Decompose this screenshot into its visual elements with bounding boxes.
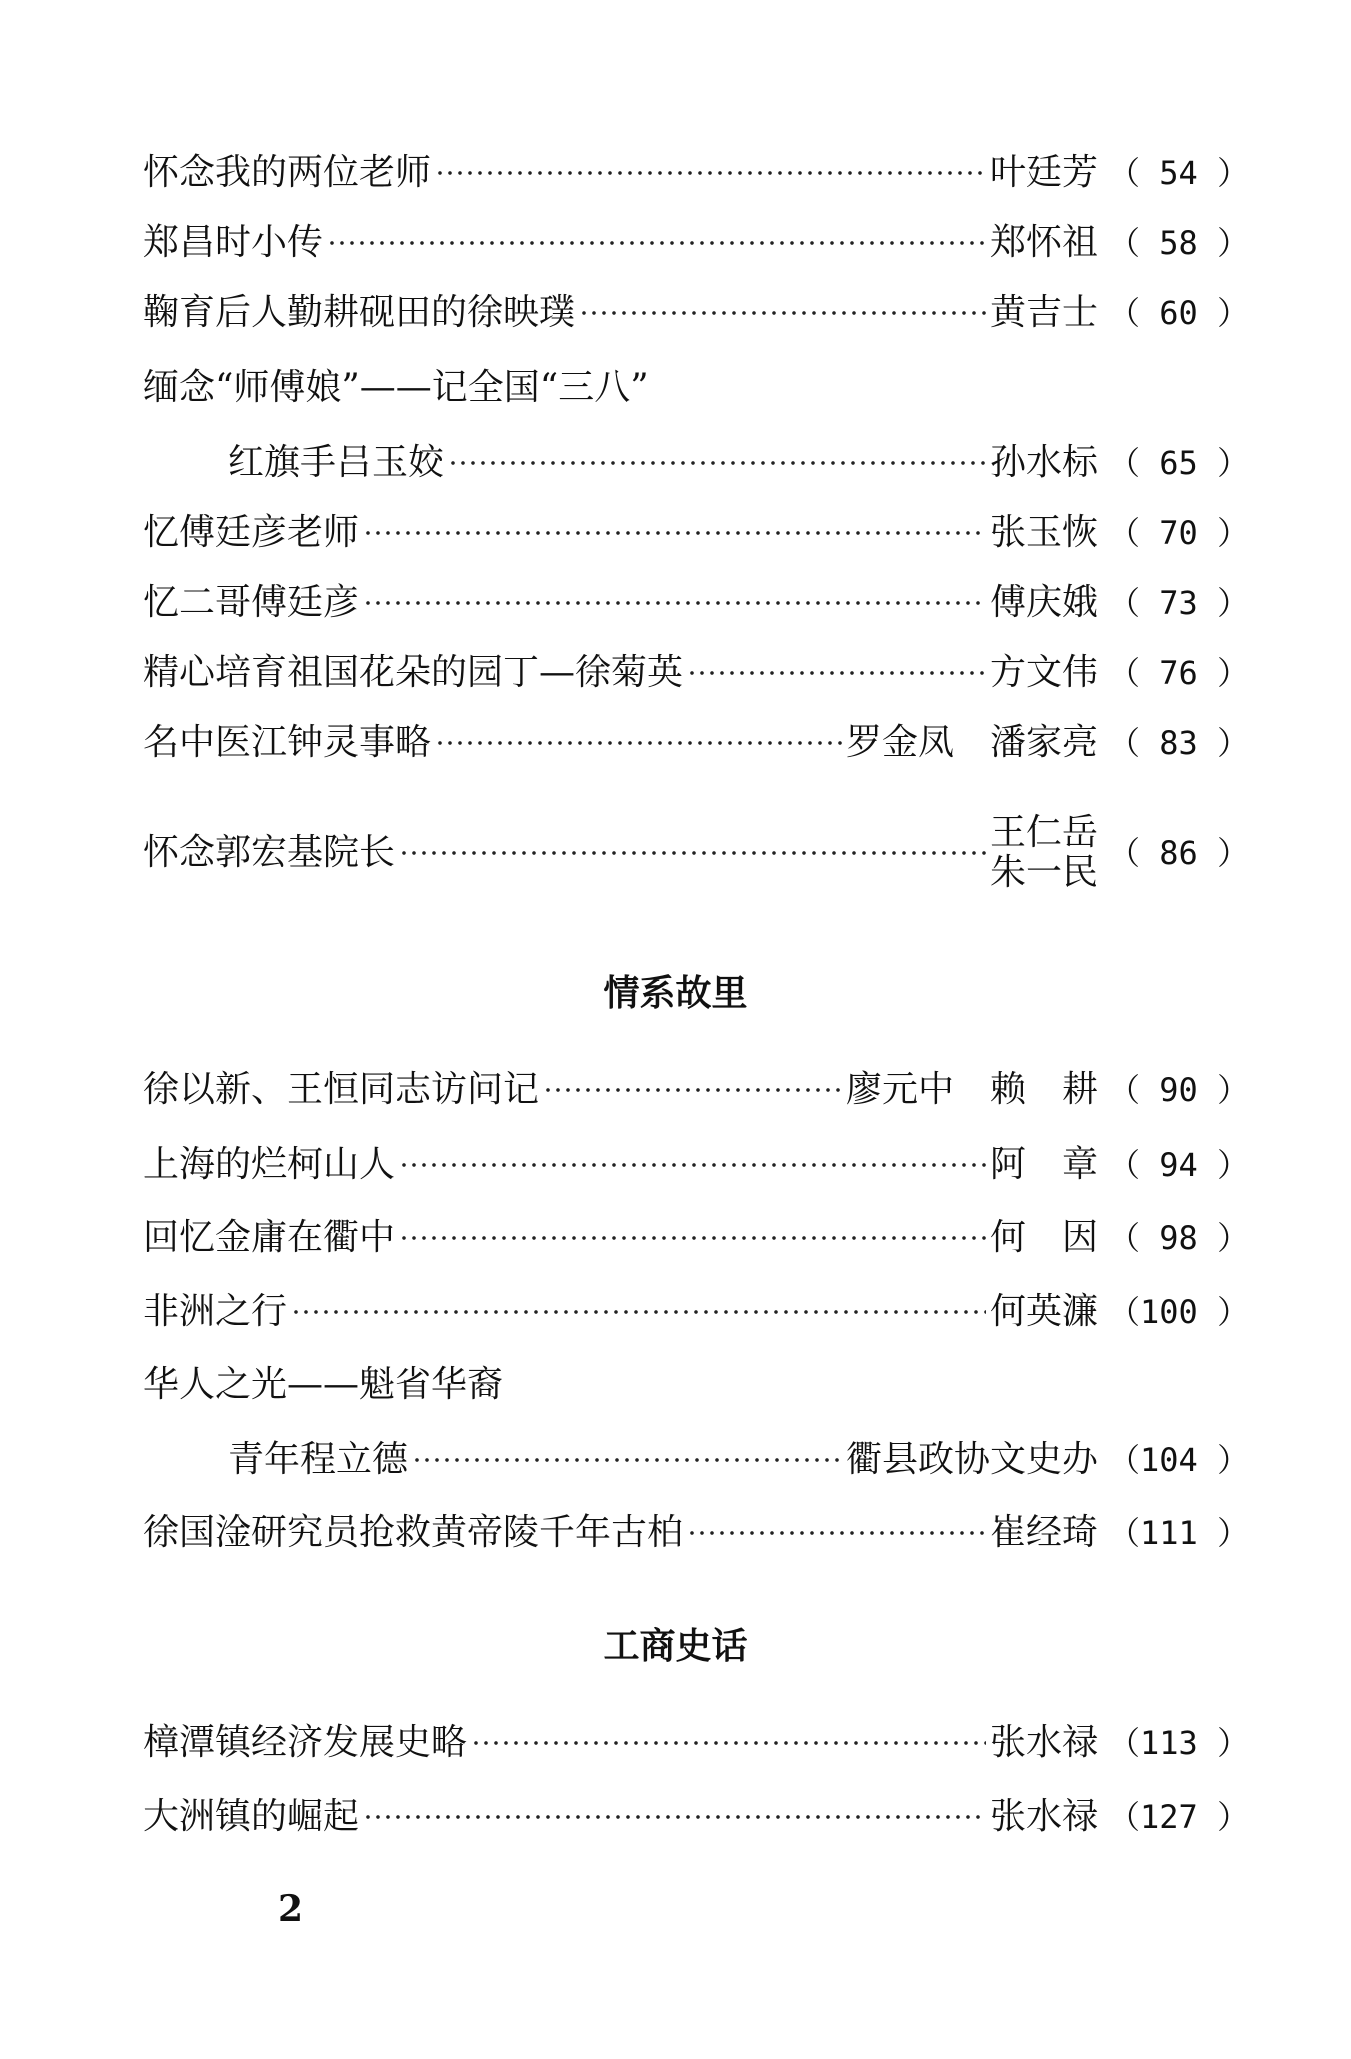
entry-author: 张水禄 xyxy=(989,1796,1098,1837)
entry-title: 红旗手吕玉姣 xyxy=(228,442,445,483)
entry-author: 朱一民 xyxy=(989,852,1098,893)
entry-title: 忆傅廷彦老师 xyxy=(143,512,360,553)
entry-title: 精心培育祖国花朵的园丁—徐菊英 xyxy=(143,652,684,693)
entry-title: 非洲之行 xyxy=(143,1291,288,1332)
dot-leader xyxy=(363,599,986,607)
toc-entry xyxy=(143,643,1250,703)
entry-page: （ 65 ） xyxy=(1108,444,1250,482)
entry-page: （113 ） xyxy=(1108,1724,1250,1762)
dot-leader xyxy=(471,1739,986,1747)
section-heading: 工商史话 xyxy=(603,1626,748,1667)
entry-author: 何英濂 xyxy=(989,1291,1098,1332)
toc-entry xyxy=(143,1208,1250,1268)
toc-entry xyxy=(143,283,1250,343)
dot-leader xyxy=(363,1813,986,1821)
dot-leader xyxy=(435,739,842,747)
entry-page: （ 90 ） xyxy=(1108,1071,1250,1109)
entry-author: 叶廷芳 xyxy=(989,152,1098,193)
entry-page: （ 73 ） xyxy=(1108,584,1250,622)
entry-page: （ 86 ） xyxy=(1108,834,1250,872)
section-heading: 情系故里 xyxy=(603,973,748,1014)
entry-title: 徐以新、王恒同志访问记 xyxy=(143,1069,540,1110)
toc-entry xyxy=(228,1430,1250,1490)
toc-entry xyxy=(143,1060,1250,1120)
entry-title: 回忆金庸在衢中 xyxy=(143,1217,396,1258)
entry-author: 阿 章 xyxy=(989,1144,1098,1185)
entry-page: （111 ） xyxy=(1108,1514,1250,1552)
entry-author: 郑怀祖 xyxy=(989,222,1098,263)
entry-author: 王仁岳 xyxy=(989,812,1098,853)
dot-leader xyxy=(327,239,986,247)
toc-entry xyxy=(143,812,1250,893)
entry-page: （ 83 ） xyxy=(1108,724,1250,762)
toc-entry xyxy=(143,573,1250,633)
entry-page: （ 58 ） xyxy=(1108,224,1250,262)
toc-entry xyxy=(143,713,1250,773)
entry-author: 傅庆娥 xyxy=(989,582,1098,623)
dot-leader xyxy=(399,849,986,857)
toc-entry-first-line xyxy=(143,1355,1228,1415)
dot-leader xyxy=(291,1308,986,1316)
toc-entry xyxy=(143,1282,1250,1342)
toc-entry-first-line xyxy=(143,358,1228,418)
entry-title: 徐国淦研究员抢救黄帝陵千年古柏 xyxy=(143,1512,684,1553)
dot-leader xyxy=(412,1456,842,1464)
entry-author: 何 因 xyxy=(989,1217,1098,1258)
toc-entry xyxy=(143,143,1250,203)
entry-page: （127 ） xyxy=(1108,1798,1250,1836)
page-number: 2 xyxy=(278,1888,304,1930)
dot-leader xyxy=(448,459,986,467)
dot-leader xyxy=(435,169,986,177)
entry-title: 怀念郭宏基院长 xyxy=(143,832,396,873)
toc-entry xyxy=(143,1135,1250,1195)
dot-leader xyxy=(687,1529,986,1537)
dot-leader xyxy=(399,1234,986,1242)
entry-title: 樟潭镇经济发展史略 xyxy=(143,1722,468,1763)
entry-authors xyxy=(990,813,1098,893)
entry-title: 名中医江钟灵事略 xyxy=(143,722,432,763)
toc-entry xyxy=(228,433,1250,493)
entry-page: （ 60 ） xyxy=(1108,294,1250,332)
entry-page: （ 54 ） xyxy=(1108,154,1250,192)
entry-author: 黄吉士 xyxy=(989,292,1098,333)
entry-title: 青年程立德 xyxy=(228,1439,409,1480)
entry-title: 鞠育后人勤耕砚田的徐映璞 xyxy=(143,292,576,333)
toc-entry xyxy=(143,1787,1250,1847)
dot-leader xyxy=(579,309,986,317)
entry-title: 缅念“师傅娘”——记全国“三八” xyxy=(143,367,649,408)
entry-author: 孙水标 xyxy=(989,442,1098,483)
toc-entry xyxy=(143,1503,1250,1563)
entry-author: 方文伟 xyxy=(989,652,1098,693)
toc-entry xyxy=(143,213,1250,273)
entry-page: （ 94 ） xyxy=(1108,1146,1250,1184)
entry-page: （104 ） xyxy=(1108,1441,1250,1479)
entry-page: （100 ） xyxy=(1108,1293,1250,1331)
entry-author: 廖元中 赖 耕 xyxy=(845,1069,1098,1110)
entry-page: （ 70 ） xyxy=(1108,514,1250,552)
entry-title: 郑昌时小传 xyxy=(143,222,324,263)
entry-author: 罗金凤 潘家亮 xyxy=(845,722,1098,763)
toc-entry xyxy=(143,503,1250,563)
entry-title: 大洲镇的崛起 xyxy=(143,1796,360,1837)
dot-leader xyxy=(543,1086,842,1094)
entry-title: 怀念我的两位老师 xyxy=(143,152,432,193)
entry-title: 上海的烂柯山人 xyxy=(143,1144,396,1185)
entry-author: 张玉恢 xyxy=(989,512,1098,553)
toc-entry xyxy=(143,1713,1250,1773)
entry-page: （ 98 ） xyxy=(1108,1219,1250,1257)
entry-author: 衢县政协文史办 xyxy=(845,1439,1098,1480)
entry-title: 华人之光——魁省华裔 xyxy=(143,1364,504,1405)
dot-leader xyxy=(363,529,986,537)
dot-leader xyxy=(399,1161,986,1169)
entry-author: 张水禄 xyxy=(989,1722,1098,1763)
entry-page: （ 76 ） xyxy=(1108,654,1250,692)
entry-title: 忆二哥傅廷彦 xyxy=(143,582,360,623)
dot-leader xyxy=(687,669,986,677)
entry-author: 崔经琦 xyxy=(989,1512,1098,1553)
